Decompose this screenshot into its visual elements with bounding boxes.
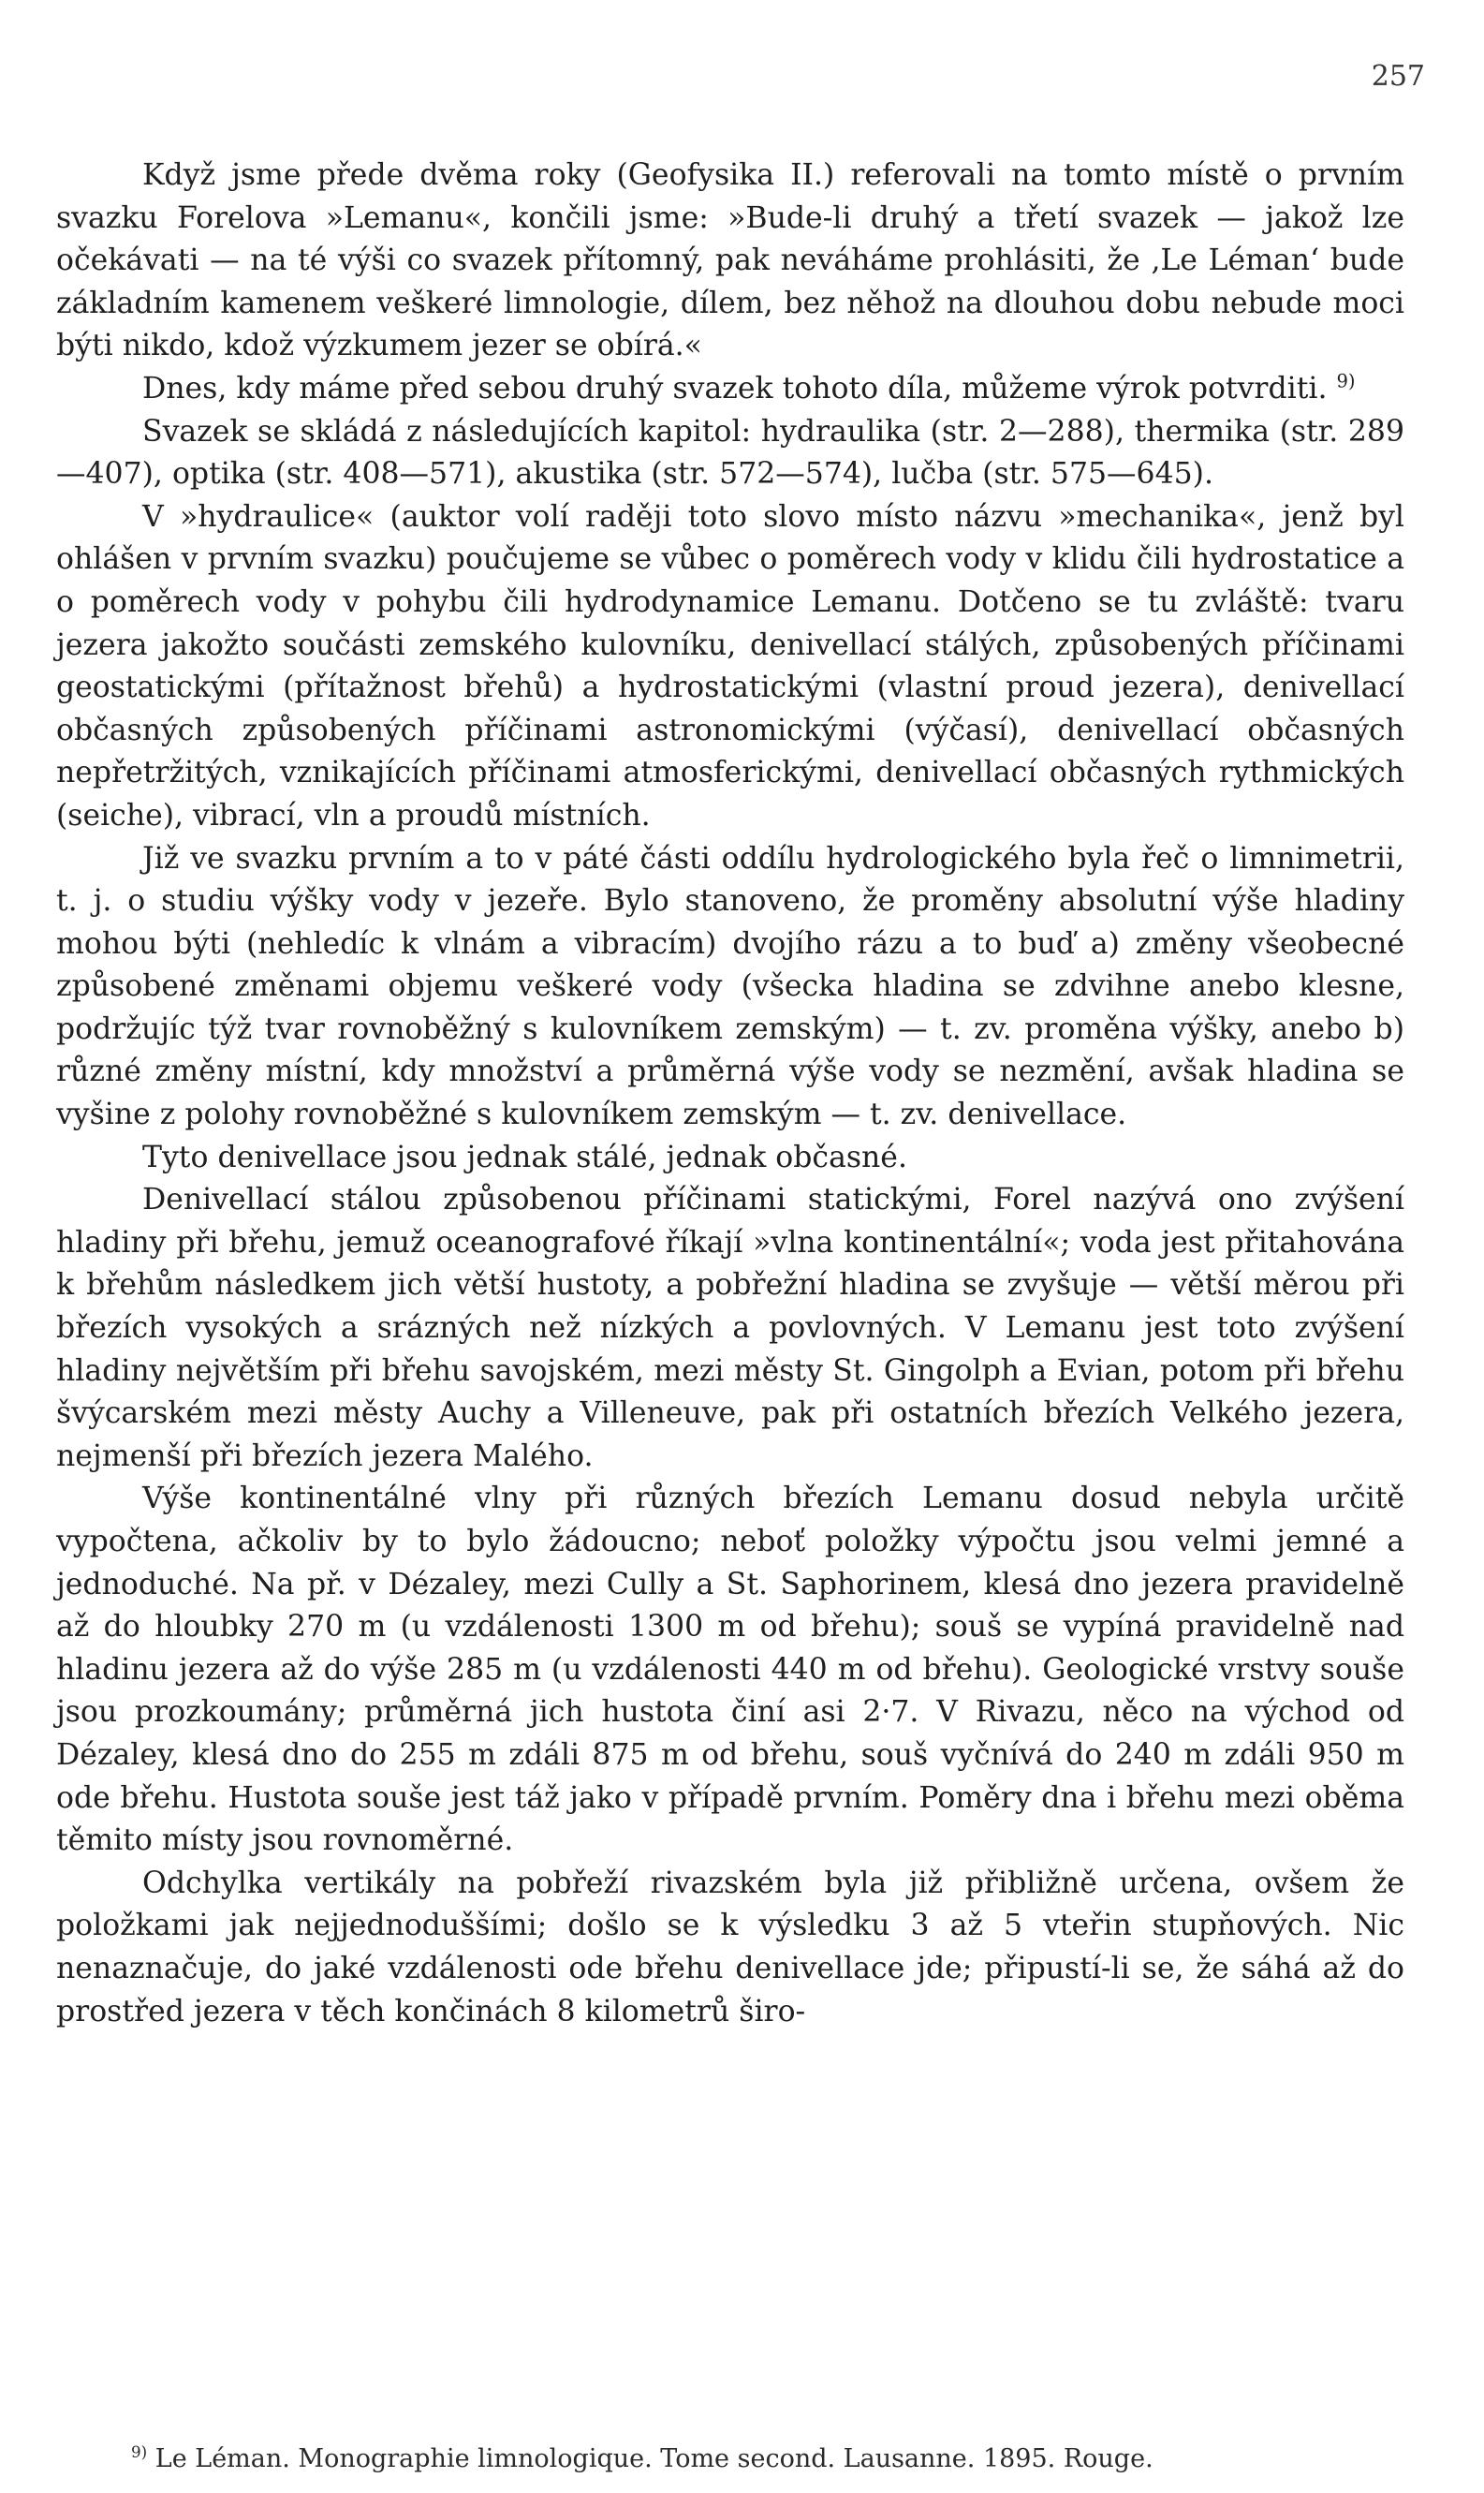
- footnote-marker: 9): [131, 2442, 148, 2461]
- paragraph: Když jsme přede dvěma roky (Geofysika II.) referovali na tomto místě o prvním svazku Forelova »Lemanu«, končili jsme: »Bude-li druhý a třetí svazek — jakož lze očekávati — na té výši co svazek přítomný, pak neváháme prohlásiti, že ‚Le Léman‘ bude základním kamenem veškeré limnologie, dílem, bez něhož na dlouhou dobu nebude moci býti nikdo, kdož výzkumem jezer se obírá.«: [56, 158, 1404, 363]
- paragraph: Dnes, kdy máme před sebou druhý svazek tohoto díla, můžeme výrok potvrditi. $^{9)}$: [142, 370, 1356, 406]
- main-text: [56, 155, 1404, 2033]
- footnote-text: Le Léman. Monographie limnologique. Tome second. Lausanne. 1895. Rouge.: [154, 2444, 1153, 2473]
- page-number: 257: [1371, 60, 1425, 93]
- paragraph: V »hydraulice« (auktor volí raději toto slovo místo názvu »mechanika«, jenž byl ohlášen v prvním svazku) poučujeme se vůbec o poměrech vody v klidu čili hydrostatice a o poměrech vody v pohybu čili hydrodynamice Lemanu. Dotčeno se tu zvláště: tvaru jezera jakožto součásti zemského kulovníku, denivellací stálých, způsobených příčinami geostatickými (přítažnost břehů) a hydrostatickými (vlastní proud jezera), denivellací občasných způsobených příčinami astronomickými (výčasí), denivellací občasných nepřetržitých, vznikajících příčinami atmosferickými, denivellací občasných rythmických (seiche), vibrací, vln a proudů místních.: [56, 499, 1404, 833]
- paragraph: Již ve svazku prvním a to v páté části oddílu hydrologického byla řeč o limnimetrii, t. j. o studiu výšky vody v jezeře. Bylo stanoveno, že proměny absolutní výše hladiny mohou býti (nehledíc k vlnám a vibracím) dvojího rázu a to buď a) změny všeobecné způsobené změnami objemu veškeré vody (všecka hladina se zdvihne anebo klesne, podržujíc týž tvar rovnoběžný s kulovníkem zemským) — t. zv. proměna výšky, anebo b) různé změny místní, kdy množství a průměrná výše vody se nezmění, avšak hladina se vyšine z polohy rovnoběžné s kulovníkem zemským — t. zv. denivellace.: [56, 841, 1404, 1132]
- footnote: [131, 2442, 1404, 2476]
- paragraph: Výše kontinentálné vlny při různých březích Lemanu dosud nebyla určitě vypočtena, ačkoliv by to bylo žádoucno; neboť položky výpočtu jsou velmi jemné a jednoduché. Na př. v Dézaley, mezi Cully a St. Saphorinem, klesá dno jezera pravidelně až do hloubky 270 m (u vzdálenosti 1300 m od břehu); souš se vypíná pravidelně nad hladinu jezera až do výše 285 m (u vzdálenosti 440 m od břehu). Geologické vrstvy souše jsou prozkoumány; průměrná jich hustota činí asi 2·7. V Rivazu, něco na východ od Dézaley, klesá dno do 255 m zdáli 875 m od břehu, souš vyčnívá do 240 m zdáli 950 m ode břehu. Hustota souše jest táž jako v případě prvním. Poměry dna i břehu mezi oběma těmito místy jsou rovnoměrné.: [56, 1482, 1404, 1858]
- paragraph: Denivellací stálou způsobenou příčinami statickými, Forel nazývá ono zvýšení hladiny při břehu, jemuž oceanografové říkají »vlna kontinentální«; voda jest přitahována k břehům následkem jich větší hustoty, a pobřežní hladina se zvyšuje — větší měrou při březích vysokých a srázných než nízkých a povlovných. V Lemanu jest toto zvýšení hladiny největším při břehu savojském, mezi městy St. Gingolph a Evian, potom při břehu švýcarském mezi městy Auchy a Villeneuve, pak při ostatních březích Velkého jezera, nejmenší při březích jezera Malého.: [56, 1183, 1404, 1473]
- footnote-reference: 9): [1336, 370, 1356, 392]
- paragraph: Odchylka vertikály na pobřeží rivazském byla již přibližně určena, ovšem že položkami jak nejjednoduššími; došlo se k výsledku 3 až 5 vteřin stupňových. Nic nenaznačuje, do jaké vzdálenosti ode břehu denivellace jde; připustí-li se, že sáhá až do prostřed jezera v těch končinách 8 kilometrů širo-: [56, 1866, 1404, 2028]
- paragraph: Tyto denivellace jsou jednak stálé, jednak občasné.: [142, 1140, 907, 1174]
- paragraph: Svazek se skládá z následujících kapitol: hydraulika (str. 2—288), thermika (str. 289—407), optika (str. 408—571), akustika (str. 572—574), lučba (str. 575—645).: [56, 414, 1404, 492]
